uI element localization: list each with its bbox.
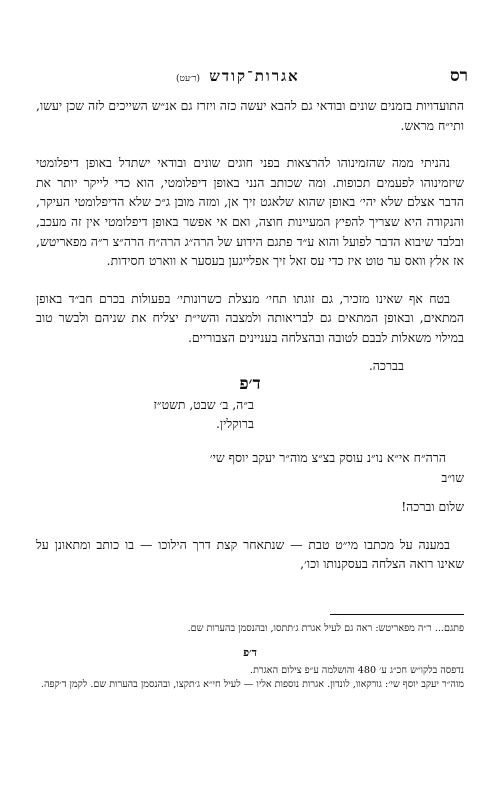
date-line: ב״ה, ב׳ שבט, תשט״ז (153, 396, 254, 412)
footnote-2: נדפסה בלקו״ש חכ״ג ע׳ 480 והושלמה ע״פ צילום האגרת. (250, 665, 464, 676)
letter-number: ד׳פ (239, 374, 261, 395)
place-line: ברוקלין. (215, 416, 254, 432)
paragraph-3: בטח אף שאינו מזכיר, גם זוגתו תחי׳ מנצלת כשרונותי׳ בפעולות בכרם חב״ד באופן המתאים, ובאופן המתאים גם לבריאותה ולמצבה והשי״ת יצליח את שניהם ולבשר טוב במילוי משאלות לבבם לטובה ובהצלחה בעניינים הצבוריים. (36, 290, 464, 345)
running-title-small: (ר׳עט) (176, 74, 201, 84)
footnote-rule (330, 614, 464, 615)
main-text (36, 96, 464, 574)
running-title (176, 67, 300, 86)
closing: בברכה. (368, 357, 404, 373)
footnote-letter-heading: ד׳פ (243, 646, 257, 659)
paragraph-2: נהניתי ממה שהזמינוהו להרצאות בפני חוגים שונים ובודאי ישתדל באופן דיפלומטי שיזמינוהו לפעמים תכופות. ומה שכותב הנני באופן דיפלומטי, הוא כדי לייקר יותר את הדבר אצלם שלא יהי׳ באופן שהוא שלאגט זיך אן, ומזה מובן ג״כ שלא הדיפלומטי העיקר, והנקודה היא שצריך להפיץ המעיינות חוצה, ואם אי אפשר באופן דיפלומטי אין זה מעכב, ובלבד שיבוא הדבר לפועל והוא ע״ד פתגם הידוע של הרה״ג הרה״ח הרה״צ ר״ה מפאריטש, אז אלץ וואס ער טוט איז כדי עס זאל זיך אפלייגען בעסער א ווארט חסידות. (36, 155, 464, 269)
footnote-3: מוה״ר יעקב יוסף שי׳: גורקאוו, לונדון. אגרות נוספות אליו — לעיל חי״א ג׳תקצו, ובהנסמן בהערות שם. לקמן ד׳קפה. (40, 679, 464, 690)
footnotes (36, 622, 464, 692)
running-title-text: אגרות־קודש (209, 67, 300, 85)
page-header (36, 66, 468, 88)
addressee-line-2: שו״ב (441, 469, 464, 485)
footnote-1: פתגם... ר״ה מפאריטש: ראה גם לעיל אגרת ג׳תתסו, ובהנסמן בהערות שם. (187, 623, 464, 634)
paragraph-4: במענה על מכתבו מי״ט טבת — שנתאחר קצת דרך הילוכו — בו כותב ומתאונן על שאינו רואה הצלחה בעסקנותו וכו׳, (36, 536, 464, 572)
paragraph-1: התועדויות בזמנים שונים ובודאי גם להבא יעשה כזה ויזרז גם אנ״ש השייכים לזה שכן יעשו, ותי״ח מראש. (36, 98, 464, 133)
greeting: שלום וברכה! (401, 499, 464, 515)
page-number: רס (449, 66, 468, 86)
addressee-line-1: הרה״ח אי״א נו״נ עוסק בצ״צ מוה״ר יעקב יוסף שי׳ (209, 449, 446, 465)
